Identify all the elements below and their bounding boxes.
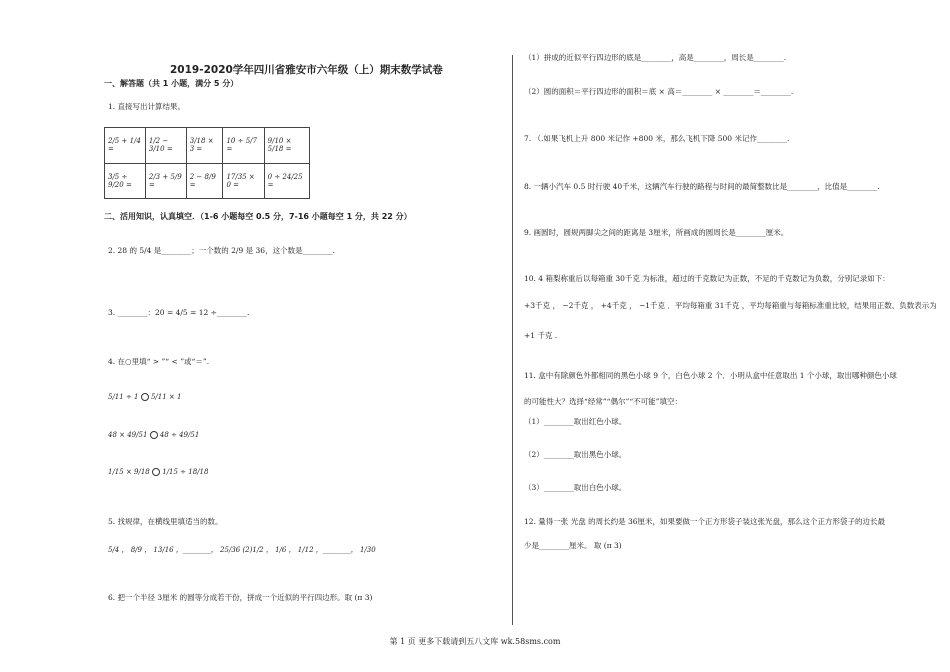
table-cell: 2 − 8/9 = <box>186 163 223 199</box>
compare-circle[interactable] <box>152 468 160 476</box>
question-1: 1. 直接写出计算结果。 <box>108 102 186 111</box>
question-11-3: （3）________取出白色小球。 <box>524 483 627 492</box>
table-row <box>105 128 310 164</box>
q4-a-left: 5/11 ÷ 1 <box>108 393 139 401</box>
table-cell: 1/2 − 3/10 = <box>145 128 186 164</box>
section-2-header: 二、活用知识，认真填空．（1-6 小题每空 0.5 分，7-16 小题每空 1 分，共 22 分） <box>104 212 412 221</box>
question-9: 9. 画圆时，圆规两脚尖之间的距离是 3厘米，所画成的圆周长是________厘米。 <box>524 228 789 237</box>
q4-b-right: 48 ÷ 49/51 <box>159 431 200 439</box>
table-cell: 10 ÷ 5/7 = <box>223 128 264 164</box>
question-3: 3. ________：20 = 4/5 = 12 ÷________. <box>108 308 250 317</box>
question-10-line-2: +3千克 ， −2千克 ， +4千克 ， −1千克 ．平均每箱重 31千克 ，平均每箱重与每箱标准重比较，结果用正数、负数表示为 <box>524 301 937 310</box>
question-12-line-1: 12. 量得一张 光盘 的周长约是 36厘米，如果要做一个正方形袋子装这张光盘，那么这个正方形袋子的边长最 <box>524 517 886 526</box>
q4-item-b <box>108 431 199 439</box>
q4-item-c <box>108 468 208 476</box>
q4-c-left: 1/15 × 9/18 <box>108 468 150 476</box>
question-8: 8. 一辆小汽车 0.5 时行驶 40千米，这辆汽车行驶的路程与时间的最简整数比是________，比值是________. <box>524 182 880 191</box>
question-10-line-1: 10. 4 箱梨称重后以每箱重 30千克 为标准，超过的千克数记为正数，不足的千克数记为负数，分别记录如下： <box>524 274 890 283</box>
question-11-line-2: 的可能性大？选择“经常”“偶尔”“不可能”填空： <box>524 397 683 406</box>
column-divider <box>512 55 513 625</box>
q4-a-right: 5/11 × 1 <box>150 393 182 401</box>
question-5: 5. 找规律，在横线里填适当的数。 <box>108 517 223 526</box>
table-cell: 3/18 × 3 = <box>186 128 223 164</box>
question-4: 4. 在○里填“ > ”“ < ”或“＝”. <box>108 357 210 366</box>
compare-circle[interactable] <box>150 431 158 439</box>
question-7: 7. （.如果飞机上升 800 米记作 +800 米，那么飞机下降 500 米记作________. <box>524 134 790 143</box>
table-cell: 2/3 + 5/9 = <box>145 163 186 199</box>
question-6: 6. 把一个半径 3厘米 的圆等分成若干份，拼成一个近似的平行四边形。取 (π 3) <box>108 593 373 602</box>
table-cell: 9/10 × 5/18 = <box>264 128 309 164</box>
table-cell: 17/35 × 0 = <box>223 163 264 199</box>
table-cell: 0 ÷ 24/25 = <box>264 163 309 199</box>
table-cell: 2/5 + 1/4 = <box>105 128 146 164</box>
question-6-1: （1）拼成的近似平行四边形的底是________，高是________，周长是________. <box>524 53 787 62</box>
table-row <box>105 163 310 199</box>
question-11-line-1: 11. 盒中有除颜色外都相同的黑色小球 9 个，白色小球 2 个．小明从盒中任意取出 1 个小球，取出哪种颜色小球 <box>524 371 897 380</box>
page-title: 2019-2020学年四川省雅安市六年级（上）期末数学试卷 <box>170 64 443 76</box>
compare-circle[interactable] <box>141 393 149 401</box>
q4-b-left: 48 × 49/51 <box>108 431 148 439</box>
question-6-2: （2）圆的面积＝平行四边形的面积＝底 × 高＝________ × ________＝________. <box>524 87 794 96</box>
calc-table <box>104 127 310 199</box>
q4-item-a <box>108 393 181 401</box>
question-10-line-3: +1 千克 . <box>524 331 558 340</box>
table-cell: 3/5 ÷ 9/20 = <box>105 163 146 199</box>
q4-c-right: 1/15 ÷ 18/18 <box>162 468 209 476</box>
question-12-line-2: 少是________厘米。 取 (π 3) <box>524 541 622 550</box>
question-11-1: （1）________取出红色小球。 <box>524 417 627 426</box>
q5-sequence: 5/4 ， 8/9 ， 13/16 ，________， 25/36 (2)1/2 ， 1/6 ， 1/12 ，________， 1/30 <box>108 546 376 554</box>
question-2: 2. 28 的 5/4 是________；一个数的 2/9 是 36，这个数是________. <box>108 246 335 255</box>
question-11-2: （2）________取出黑色小球。 <box>524 450 627 459</box>
section-1-header: 一、解答题（共 1 小题，满分 5 分） <box>104 79 239 88</box>
page-footer: 第 1 页 更多下载请到五八文库 wk.58sms.com <box>389 637 561 646</box>
